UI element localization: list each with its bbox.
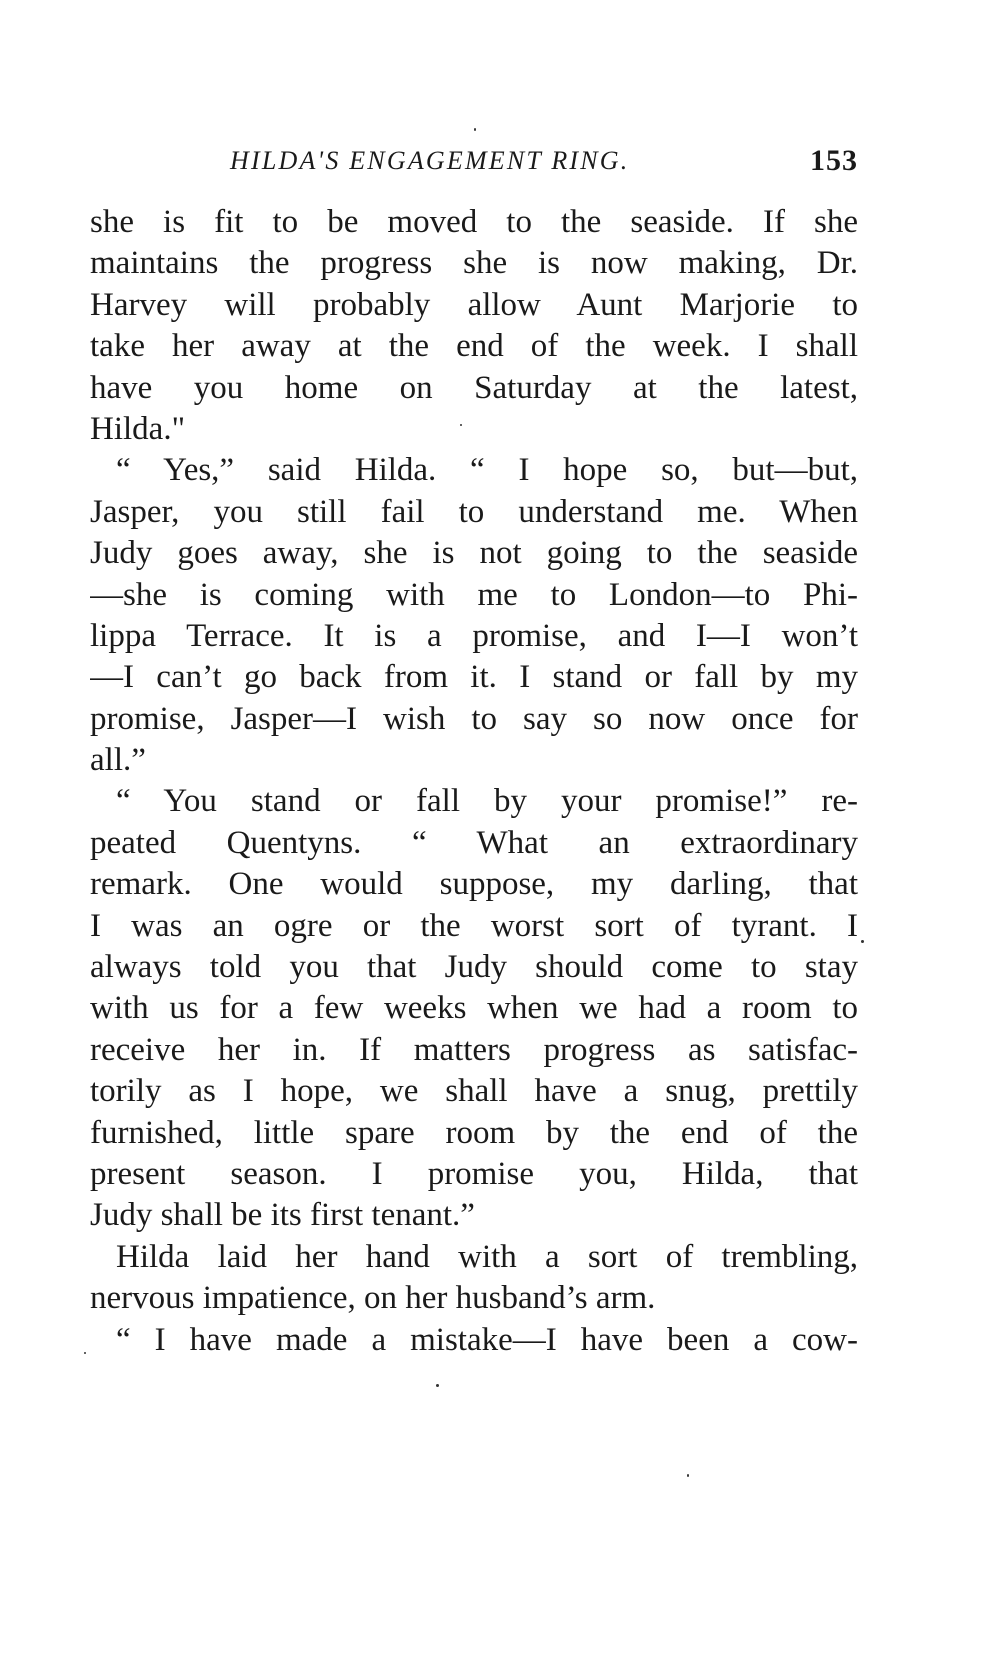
text-line: remark. One would suppose, my darling, that — [90, 866, 858, 903]
text-line: furnished, little spare room by the end of the — [90, 1114, 858, 1151]
text-line: always told you that Judy should come to stay — [90, 949, 858, 986]
text-line: I was an ogre or the worst sort of tyrant. I — [90, 907, 858, 944]
text-line: —I can’t go back from it. I stand or fall by my — [90, 659, 858, 696]
text-line: Hilda." — [90, 410, 186, 447]
text-line: present season. I promise you, Hilda, that — [90, 1155, 858, 1192]
text-line: peated Quentyns. “ What an extraordinary — [90, 824, 858, 861]
text-line: with us for a few weeks when we had a room to — [90, 990, 858, 1027]
text-line: “ I have made a mistake—I have been a cow- — [116, 1321, 858, 1358]
text-line: maintains the progress she is now making, Dr. — [90, 245, 858, 282]
running-head — [90, 146, 858, 186]
text-line: “ You stand or fall by your promise!” re- — [116, 783, 858, 820]
text-line: “ Yes,” said Hilda. “ I hope so, but—but, — [116, 452, 858, 489]
print-speck — [474, 128, 476, 131]
text-line: receive her in. If matters progress as satisfac- — [90, 1031, 858, 1068]
print-speck — [84, 1352, 86, 1354]
text-line: lippa Terrace. It is a promise, and I—I won’t — [90, 617, 858, 654]
text-line: Judy goes away, she is not going to the seaside — [90, 535, 858, 572]
body-text — [90, 202, 858, 1361]
text-line: she is fit to be moved to the seaside. If she — [90, 204, 858, 240]
text-line: Judy shall be its first tenant.” — [90, 1197, 475, 1234]
print-speck — [861, 940, 864, 943]
print-speck — [687, 1474, 689, 1477]
text-line: Hilda laid her hand with a sort of trembling, — [116, 1238, 858, 1275]
page-number: 153 — [810, 144, 858, 177]
text-line: Harvey will probably allow Aunt Marjorie to — [90, 286, 858, 323]
text-line: all.” — [90, 742, 146, 779]
print-speck — [460, 424, 462, 426]
text-line: torily as I hope, we shall have a snug, prettily — [90, 1073, 858, 1110]
text-line: nervous impatience, on her husband’s arm. — [90, 1280, 656, 1317]
text-line: have you home on Saturday at the latest, — [90, 369, 858, 406]
print-speck — [436, 1384, 439, 1387]
running-title: HILDA'S ENGAGEMENT RING. — [230, 146, 630, 175]
text-line: —she is coming with me to London—to Phi- — [90, 576, 858, 613]
text-line: take her away at the end of the week. I shall — [90, 328, 858, 365]
text-line: promise, Jasper—I wish to say so now once for — [90, 700, 858, 737]
text-line: Jasper, you still fail to understand me. When — [90, 493, 858, 530]
